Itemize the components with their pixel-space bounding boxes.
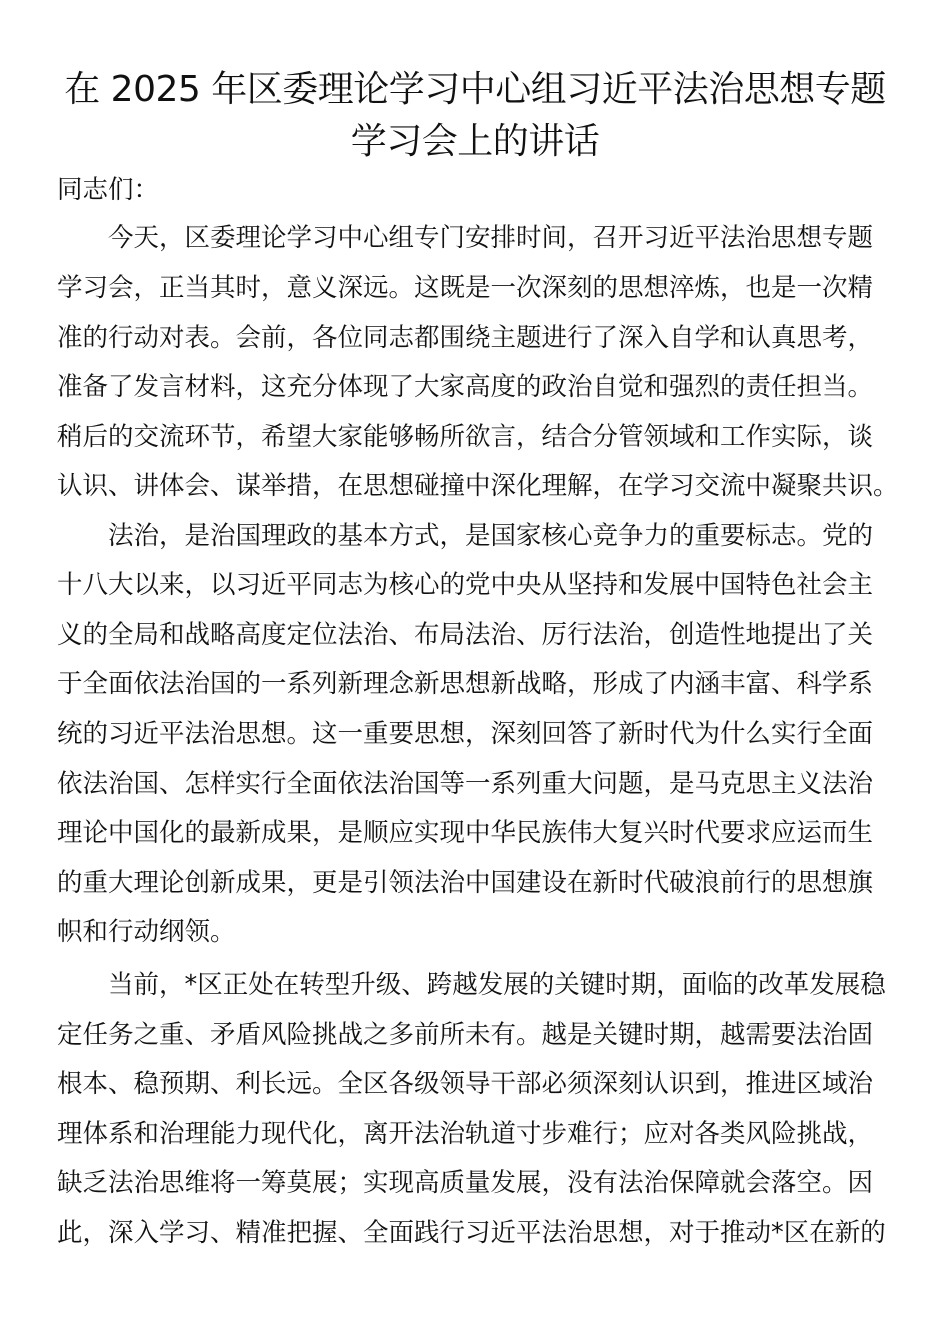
document-title [40, 64, 910, 168]
body-line: 定任务之重、矛盾风险挑战之多前所未有。越是关键时期，越需要法治固 [57, 1020, 874, 1050]
body-line: 缺乏法治思维将一筹莫展；实现高质量发展，没有法治保障就会落空。因 [57, 1168, 874, 1198]
body-line: 十八大以来，以习近平同志为核心的党中央从坚持和发展中国特色社会主 [57, 570, 874, 600]
body-line: 义的全局和战略高度定位法治、布局法治、厉行法治，创造性地提出了关 [57, 620, 874, 650]
body-line: 帜和行动纲领。 [57, 917, 236, 947]
body-line: 根本、稳预期、利长远。全区各级领导干部必须深刻认识到，推进区域治 [57, 1069, 874, 1099]
body-line: 认识、讲体会、谋举措，在思想碰撞中深化理解，在学习交流中凝聚共识。 [57, 471, 899, 501]
title-line-1: 在 2025 年区委理论学习中心组习近平法治思想专题 [64, 69, 886, 110]
body-line: 准的行动对表。会前，各位同志都围绕主题进行了深入自学和认真思考， [57, 323, 874, 353]
body-line: 准备了发言材料，这充分体现了大家高度的政治自觉和强烈的责任担当。 [57, 372, 874, 402]
body-line: 今天，区委理论学习中心组专门安排时间，召开习近平法治思想专题 [57, 223, 874, 253]
body-line: 的重大理论创新成果，更是引领法治中国建设在新时代破浪前行的思想旗 [57, 868, 874, 898]
salutation: 同志们： [57, 175, 160, 205]
body-line: 稍后的交流环节，希望大家能够畅所欲言，结合分管领域和工作实际，谈 [57, 422, 874, 452]
body-line: 法治，是治国理政的基本方式，是国家核心竞争力的重要标志。党的 [57, 521, 874, 551]
body-line: 理体系和治理能力现代化，离开法治轨道寸步难行；应对各类风险挑战， [57, 1119, 874, 1149]
body-line: 理论中国化的最新成果，是顺应实现中华民族伟大复兴时代要求应运而生 [57, 818, 874, 848]
body-line: 当前，*区正处在转型升级、跨越发展的关键时期，面临的改革发展稳 [57, 970, 886, 1000]
body-line: 依法治国、怎样实行全面依法治国等一系列重大问题，是马克思主义法治 [57, 769, 874, 799]
body-line: 于全面依法治国的一系列新理念新思想新战略，形成了内涵丰富、科学系 [57, 669, 874, 699]
body-line: 统的习近平法治思想。这一重要思想，深刻回答了新时代为什么实行全面 [57, 719, 874, 749]
body-line: 学习会，正当其时，意义深远。这既是一次深刻的思想淬炼，也是一次精 [57, 273, 874, 303]
title-line-2: 学习会上的讲话 [350, 121, 600, 162]
body-line: 此，深入学习、精准把握、全面践行习近平法治思想，对于推动*区在新的 [57, 1218, 886, 1248]
